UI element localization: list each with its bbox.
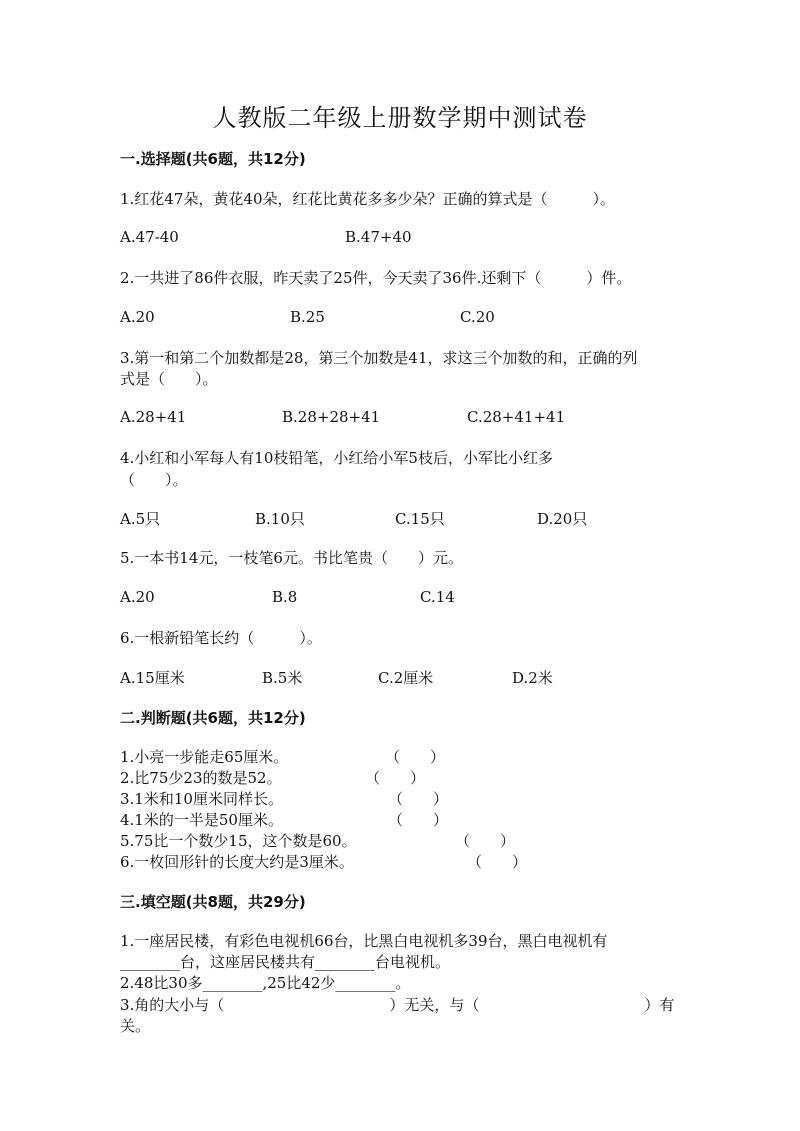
option-6a: A.15厘米 xyxy=(120,669,185,687)
option-4b: B.10只 xyxy=(255,510,305,528)
question-5: 5.一本书14元，一枝笔6元。书比笔贵（ ）元。 xyxy=(120,549,463,567)
option-2b: B.25 xyxy=(290,308,325,326)
fill-in-line-2: ________台，这座居民楼共有________台电视机。 xyxy=(120,953,451,971)
section-heading-fill-in: 三.填空题(共8题，共29分) xyxy=(120,893,306,911)
judgment-item-6: 6.一枚回形针的长度大约是3厘米。 xyxy=(120,853,354,871)
question-1: 1.红花47朵，黄花40朵，红花比黄花多多少朵？正确的算式是（ ）。 xyxy=(120,190,615,208)
option-6b: B.5米 xyxy=(262,669,303,687)
question-4-line1: 4.小红和小军每人有10枝铅笔，小红给小军5枝后，小军比小红多 xyxy=(120,449,553,467)
judgment-paren-3: （ ） xyxy=(388,790,449,808)
judgment-paren-4: （ ） xyxy=(388,811,449,829)
option-3a: A.28+41 xyxy=(120,408,187,426)
option-6d: D.2米 xyxy=(512,669,553,687)
option-5b: B.8 xyxy=(272,588,298,606)
judgment-item-1: 1.小亮一步能走65厘米。 xyxy=(120,748,289,766)
option-1b: B.47+40 xyxy=(345,228,412,246)
question-4-line2: （ ）。 xyxy=(120,471,188,489)
option-4d: D.20只 xyxy=(537,510,588,528)
section-heading-judgment: 二.判断题(共6题，共12分) xyxy=(120,709,306,727)
judgment-item-2: 2.比75少23的数是52。 xyxy=(120,769,282,787)
option-1a: A.47-40 xyxy=(120,228,179,246)
fill-in-line-3: 2.48比30多________,25比42少________。 xyxy=(120,974,411,992)
option-3c: C.28+41+41 xyxy=(467,408,566,426)
option-4a: A.5只 xyxy=(120,510,161,528)
question-3-line2: 式是（ ）。 xyxy=(120,370,218,388)
fill-in-line-1: 1.一座居民楼，有彩色电视机66台，比黑白电视机多39台，黑白电视机有 xyxy=(120,932,608,950)
judgment-paren-5: （ ） xyxy=(455,832,516,850)
option-2a: A.20 xyxy=(120,308,155,326)
question-6: 6.一根新铅笔长约（ ）。 xyxy=(120,629,322,647)
option-5c: C.14 xyxy=(420,588,455,606)
judgment-item-5: 5.75比一个数少15，这个数是60。 xyxy=(120,832,357,850)
judgment-paren-2: （ ） xyxy=(365,769,426,787)
option-6c: C.2厘米 xyxy=(378,669,434,687)
fill-in-line-4: 3.角的大小与（ ）无关，与（ ）有 xyxy=(120,996,675,1014)
judgment-item-3: 3.1米和10厘米同样长。 xyxy=(120,790,283,808)
page-title: 人教版二年级上册数学期中测试卷 xyxy=(212,104,588,132)
option-5a: A.20 xyxy=(120,588,155,606)
option-4c: C.15只 xyxy=(395,510,445,528)
fill-in-line-5: 关。 xyxy=(120,1017,151,1035)
option-2c: C.20 xyxy=(460,308,495,326)
section-heading-choice: 一.选择题(共6题，共12分) xyxy=(120,150,306,168)
judgment-paren-6: （ ） xyxy=(467,853,528,871)
question-2: 2.一共进了86件衣服，昨天卖了25件，今天卖了36件.还剩下（ ）件。 xyxy=(120,269,632,287)
judgment-paren-1: （ ） xyxy=(385,748,446,766)
judgment-item-4: 4.1米的一半是50厘米。 xyxy=(120,811,283,829)
question-3-line1: 3.第一和第二个加数都是28，第三个加数是41，求这三个加数的和，正确的列 xyxy=(120,349,638,367)
option-3b: B.28+28+41 xyxy=(282,408,381,426)
